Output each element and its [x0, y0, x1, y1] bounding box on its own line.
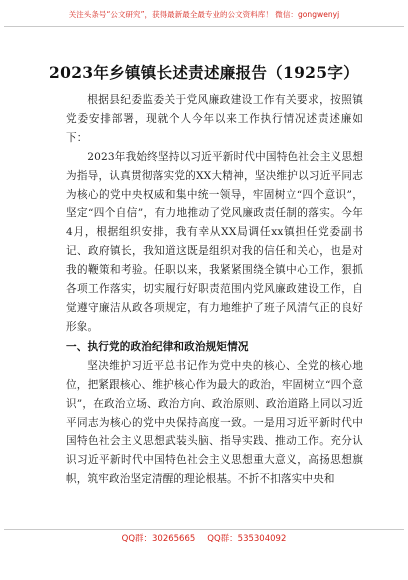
qq-group-1: QQ群：30265665 [121, 534, 196, 544]
document-title: 2023年乡镇镇长述责述廉报告（1925字） [49, 63, 359, 82]
section-paragraph: 坚决维护习近平总书记作为党中央的核心、全党的核心地位，把紧跟核心、维护核心作为最大的政治，牢固树立“四个意识”，在政治立场、政治方向、政治原则、政治道路上同以习近平同志为核心的党中央保持高度一致。一是用习近平新时代中国特色社会主义思想武装头脑、指导实践、推动工作。充分认识习近平新时代中国特色社会主义思想重大意义，高扬思想旗帜，筑牢政治坚定清醒的理论根基。不折不扣落实中央和 [66, 359, 363, 486]
footer-divider [4, 529, 404, 530]
section-heading: 一、执行党的政治纪律和政治规矩情况 [66, 340, 249, 353]
summary-paragraph: 2023年我始终坚持以习近平新时代中国特色社会主义思想为指导，认真贯彻落实党的XX大精神，坚决维护以习近平同志为核心的党中央权威和集中统一领导，牢固树立“四个意识”，坚定“四个自信”，有力地推动了党风廉政责任制的落实。今年4月，根据组织安排，我有幸从XX局调任xx镇担任党委副书记、政府镇长，我知道这既是组织对我的信任和关心，也是对我的鞭策和考验。任职以来，我紧紧围绕全镇中心工作，狠抓各项工作落实，切实履行好职责范围内党风廉政建设工作，自觉遵守廉洁从政各项规定，有力地维护了班子风清气正的良好形象。 [66, 150, 363, 333]
document-body [66, 91, 363, 489]
intro-paragraph: 根据县纪委监委关于党风廉政建设工作有关要求，按照镇党委安排部署，现就个人今年以来工作执行情况述责述廉如下： [66, 94, 363, 144]
header-divider [4, 26, 404, 27]
footer-contact [0, 532, 408, 544]
qq-group-2: QQ群：535304092 [207, 534, 287, 544]
header-notice: 关注头条号“公文研究”，获得最新最全最专业的公文资料库！ 微信：gongwenyj [68, 10, 340, 19]
